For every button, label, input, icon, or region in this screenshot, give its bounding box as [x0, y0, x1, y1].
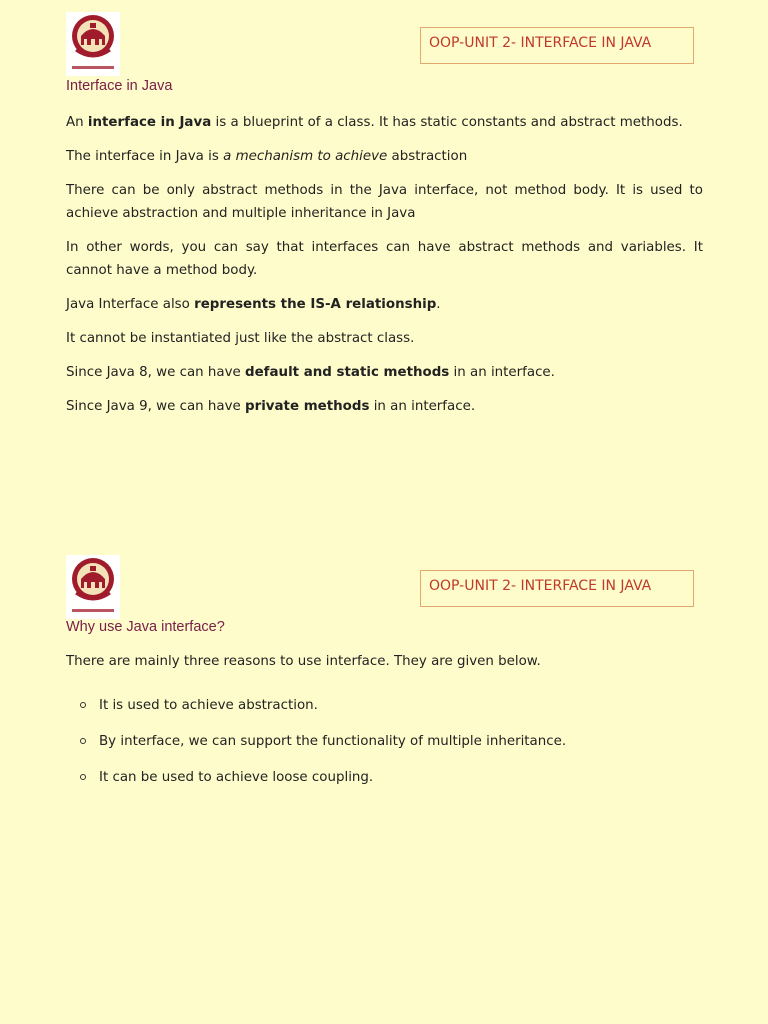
paragraph: Since Java 9, we can have private methods in an interface. — [66, 399, 476, 414]
list-item: By interface, we can support the functionality of multiple inheritance. — [66, 730, 703, 753]
paragraph: In other words, you can say that interfaces can have abstract methods and variables. It cannot have a method body. — [66, 240, 703, 278]
unit-header-label: OOP-UNIT 2- INTERFACE IN JAVA — [420, 27, 694, 64]
reasons-list — [66, 694, 703, 789]
document-page-2 — [0, 540, 768, 1024]
paragraph: There are mainly three reasons to use interface. They are given below. — [66, 654, 541, 669]
bullet-icon — [80, 738, 86, 744]
body-text — [66, 111, 703, 429]
paragraph: The interface in Java is a mechanism to achieve abstraction — [66, 149, 468, 164]
body-text — [66, 650, 703, 802]
section-heading: Interface in Java — [66, 78, 173, 94]
paragraph: An interface in Java is a blueprint of a class. It has static constants and abstract methods. — [66, 115, 683, 130]
paragraph: Java Interface also represents the IS-A relationship. — [66, 297, 441, 312]
section-heading: Why use Java interface? — [66, 619, 225, 635]
college-emblem-icon — [66, 12, 120, 76]
list-item: It can be used to achieve loose coupling. — [66, 766, 703, 789]
bullet-icon — [80, 702, 86, 708]
list-item: It is used to achieve abstraction. — [66, 694, 703, 717]
unit-header-label: OOP-UNIT 2- INTERFACE IN JAVA — [420, 570, 694, 607]
college-emblem-icon — [66, 555, 120, 619]
paragraph: Since Java 8, we can have default and static methods in an interface. — [66, 365, 555, 380]
bullet-icon — [80, 774, 86, 780]
paragraph: There can be only abstract methods in the Java interface, not method body. It is used to achieve abstraction and multiple inheritance in Java — [66, 183, 703, 221]
paragraph: It cannot be instantiated just like the abstract class. — [66, 331, 415, 346]
